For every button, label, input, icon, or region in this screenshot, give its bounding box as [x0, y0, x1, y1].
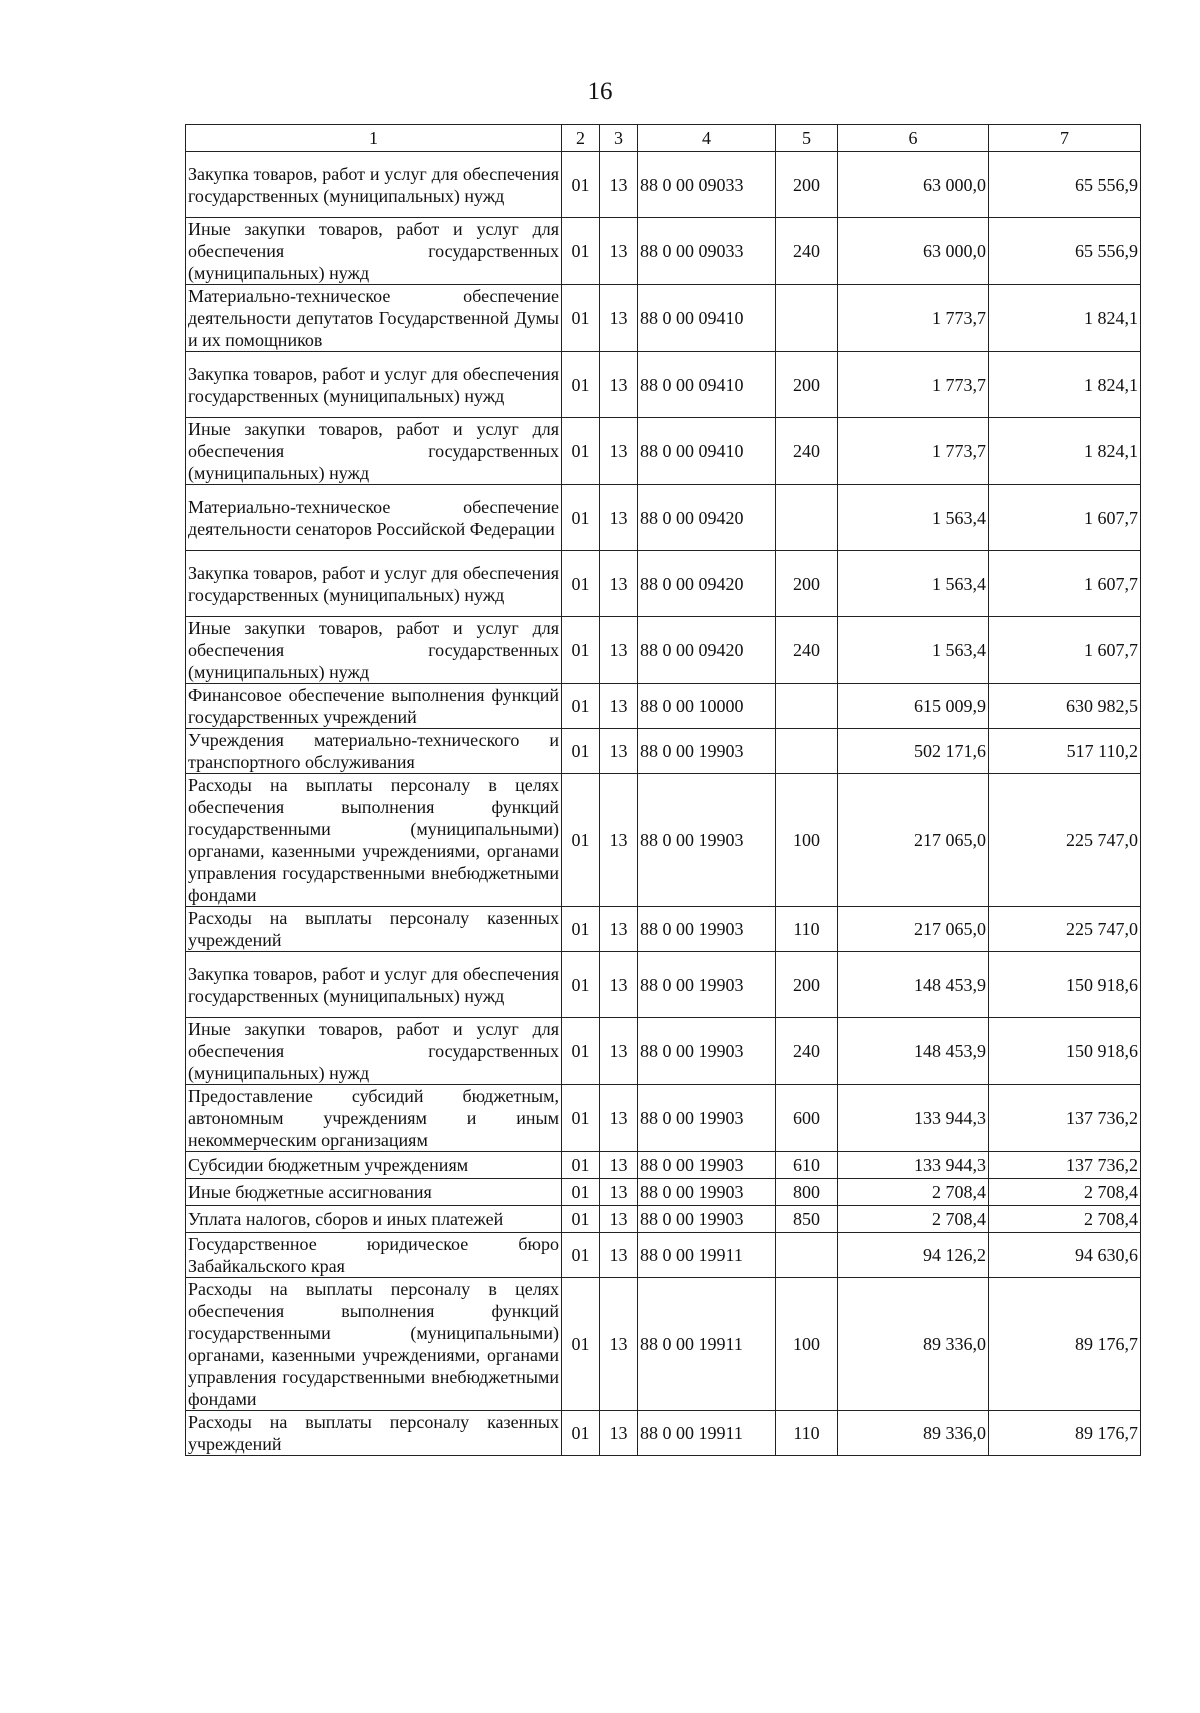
amount-year1-cell: 502 171,6 — [838, 729, 989, 774]
amount-year2-cell: 65 556,9 — [989, 152, 1141, 218]
header-cell: 4 — [638, 125, 776, 152]
expense-type-cell — [776, 1233, 838, 1278]
table-row — [186, 218, 1141, 285]
subsection-code-cell: 13 — [600, 1179, 638, 1206]
target-article-cell: 88 0 00 19903 — [638, 1085, 776, 1152]
subsection-code-cell: 13 — [600, 418, 638, 485]
table-row — [186, 1278, 1141, 1411]
table-row — [186, 1152, 1141, 1179]
subsection-code-cell: 13 — [600, 952, 638, 1018]
subsection-code-cell: 13 — [600, 1152, 638, 1179]
target-article-cell: 88 0 00 09420 — [638, 617, 776, 684]
section-code-cell: 01 — [562, 684, 600, 729]
target-article-cell: 88 0 00 19903 — [638, 907, 776, 952]
table-row — [186, 1179, 1141, 1206]
expense-type-cell: 600 — [776, 1085, 838, 1152]
expense-type-cell: 200 — [776, 551, 838, 617]
subsection-code-cell: 13 — [600, 1278, 638, 1411]
subsection-code-cell: 13 — [600, 352, 638, 418]
amount-year2-cell: 517 110,2 — [989, 729, 1141, 774]
section-code-cell: 01 — [562, 617, 600, 684]
table-row — [186, 485, 1141, 551]
expense-name-cell: Иные закупки товаров, работ и услуг для обеспечения государственных (муниципальных) нужд — [186, 218, 562, 285]
header-cell: 6 — [838, 125, 989, 152]
target-article-cell: 88 0 00 10000 — [638, 684, 776, 729]
subsection-code-cell: 13 — [600, 1085, 638, 1152]
amount-year2-cell: 150 918,6 — [989, 952, 1141, 1018]
subsection-code-cell: 13 — [600, 1018, 638, 1085]
expense-name-cell: Уплата налогов, сборов и иных платежей — [186, 1206, 562, 1233]
subsection-code-cell: 13 — [600, 551, 638, 617]
expense-type-cell: 200 — [776, 152, 838, 218]
target-article-cell: 88 0 00 19911 — [638, 1233, 776, 1278]
target-article-cell: 88 0 00 19903 — [638, 774, 776, 907]
subsection-code-cell: 13 — [600, 218, 638, 285]
table-row — [186, 774, 1141, 907]
target-article-cell: 88 0 00 09420 — [638, 551, 776, 617]
amount-year2-cell: 1 607,7 — [989, 617, 1141, 684]
amount-year2-cell: 1 824,1 — [989, 418, 1141, 485]
expense-name-cell: Закупка товаров, работ и услуг для обеспечения государственных (муниципальных) нужд — [186, 152, 562, 218]
target-article-cell: 88 0 00 19911 — [638, 1411, 776, 1456]
expense-type-cell — [776, 285, 838, 352]
subsection-code-cell: 13 — [600, 617, 638, 684]
amount-year1-cell: 94 126,2 — [838, 1233, 989, 1278]
target-article-cell: 88 0 00 19903 — [638, 1206, 776, 1233]
expense-type-cell: 200 — [776, 352, 838, 418]
subsection-code-cell: 13 — [600, 729, 638, 774]
table-row — [186, 1018, 1141, 1085]
expense-name-cell: Иные закупки товаров, работ и услуг для обеспечения государственных (муниципальных) нужд — [186, 418, 562, 485]
amount-year2-cell: 1 607,7 — [989, 485, 1141, 551]
budget-table — [185, 124, 1141, 1456]
table-row — [186, 152, 1141, 218]
amount-year1-cell: 1 563,4 — [838, 485, 989, 551]
expense-name-cell: Государственное юридическое бюро Забайкальского края — [186, 1233, 562, 1278]
expense-name-cell: Закупка товаров, работ и услуг для обеспечения государственных (муниципальных) нужд — [186, 551, 562, 617]
section-code-cell: 01 — [562, 1085, 600, 1152]
expense-name-cell: Расходы на выплаты персоналу в целях обеспечения выполнения функций государственными (муниципальными) органами, казенными учреждениями, органами управления государственными внебюджетными фондами — [186, 774, 562, 907]
amount-year2-cell: 94 630,6 — [989, 1233, 1141, 1278]
expense-type-cell: 240 — [776, 418, 838, 485]
target-article-cell: 88 0 00 19903 — [638, 1152, 776, 1179]
amount-year1-cell: 217 065,0 — [838, 774, 989, 907]
expense-type-cell — [776, 485, 838, 551]
section-code-cell: 01 — [562, 285, 600, 352]
table-row — [186, 418, 1141, 485]
amount-year2-cell: 2 708,4 — [989, 1179, 1141, 1206]
section-code-cell: 01 — [562, 551, 600, 617]
table-row — [186, 551, 1141, 617]
section-code-cell: 01 — [562, 1206, 600, 1233]
expense-type-cell: 110 — [776, 907, 838, 952]
section-code-cell: 01 — [562, 1179, 600, 1206]
expense-type-cell: 240 — [776, 617, 838, 684]
section-code-cell: 01 — [562, 729, 600, 774]
header-row — [186, 125, 1141, 152]
amount-year2-cell: 150 918,6 — [989, 1018, 1141, 1085]
section-code-cell: 01 — [562, 418, 600, 485]
section-code-cell: 01 — [562, 352, 600, 418]
page-number: 16 — [587, 78, 613, 105]
expense-type-cell: 240 — [776, 1018, 838, 1085]
section-code-cell: 01 — [562, 952, 600, 1018]
section-code-cell: 01 — [562, 907, 600, 952]
subsection-code-cell: 13 — [600, 1233, 638, 1278]
section-code-cell: 01 — [562, 1278, 600, 1411]
amount-year2-cell: 137 736,2 — [989, 1152, 1141, 1179]
expense-type-cell: 610 — [776, 1152, 838, 1179]
section-code-cell: 01 — [562, 1152, 600, 1179]
amount-year1-cell: 148 453,9 — [838, 1018, 989, 1085]
table-row — [186, 352, 1141, 418]
table-row — [186, 907, 1141, 952]
section-code-cell: 01 — [562, 1233, 600, 1278]
subsection-code-cell: 13 — [600, 285, 638, 352]
table-row — [186, 729, 1141, 774]
expense-type-cell: 240 — [776, 218, 838, 285]
table-row — [186, 1085, 1141, 1152]
expense-name-cell: Учреждения материально-технического и транспортного обслуживания — [186, 729, 562, 774]
section-code-cell: 01 — [562, 152, 600, 218]
amount-year2-cell: 1 824,1 — [989, 285, 1141, 352]
header-cell: 7 — [989, 125, 1141, 152]
amount-year1-cell: 1 563,4 — [838, 551, 989, 617]
expense-type-cell — [776, 684, 838, 729]
amount-year1-cell: 133 944,3 — [838, 1152, 989, 1179]
target-article-cell: 88 0 00 09410 — [638, 352, 776, 418]
expense-name-cell: Предоставление субсидий бюджетным, автономным учреждениям и иным некоммерческим организациям — [186, 1085, 562, 1152]
target-article-cell: 88 0 00 19903 — [638, 729, 776, 774]
expense-name-cell: Субсидии бюджетным учреждениям — [186, 1152, 562, 1179]
amount-year1-cell: 615 009,9 — [838, 684, 989, 729]
expense-type-cell: 200 — [776, 952, 838, 1018]
subsection-code-cell: 13 — [600, 1411, 638, 1456]
target-article-cell: 88 0 00 09033 — [638, 218, 776, 285]
target-article-cell: 88 0 00 19903 — [638, 1018, 776, 1085]
header-cell: 5 — [776, 125, 838, 152]
header-cell: 1 — [186, 125, 562, 152]
target-article-cell: 88 0 00 09033 — [638, 152, 776, 218]
amount-year1-cell: 1 773,7 — [838, 285, 989, 352]
expense-name-cell: Материально-техническое обеспечение деятельности сенаторов Российской Федерации — [186, 485, 562, 551]
subsection-code-cell: 13 — [600, 1206, 638, 1233]
amount-year1-cell: 148 453,9 — [838, 952, 989, 1018]
amount-year1-cell: 89 336,0 — [838, 1411, 989, 1456]
table-row — [186, 952, 1141, 1018]
table-row — [186, 684, 1141, 729]
expense-name-cell: Иные бюджетные ассигнования — [186, 1179, 562, 1206]
section-code-cell: 01 — [562, 1411, 600, 1456]
header-cell: 3 — [600, 125, 638, 152]
table-row — [186, 617, 1141, 684]
expense-type-cell — [776, 729, 838, 774]
amount-year1-cell: 2 708,4 — [838, 1206, 989, 1233]
amount-year1-cell: 133 944,3 — [838, 1085, 989, 1152]
expense-name-cell: Расходы на выплаты персоналу казенных учреждений — [186, 907, 562, 952]
target-article-cell: 88 0 00 09410 — [638, 285, 776, 352]
section-code-cell: 01 — [562, 774, 600, 907]
section-code-cell: 01 — [562, 218, 600, 285]
expense-type-cell: 850 — [776, 1206, 838, 1233]
target-article-cell: 88 0 00 19903 — [638, 952, 776, 1018]
amount-year2-cell: 65 556,9 — [989, 218, 1141, 285]
expense-type-cell: 110 — [776, 1411, 838, 1456]
subsection-code-cell: 13 — [600, 152, 638, 218]
expense-type-cell: 100 — [776, 774, 838, 907]
target-article-cell: 88 0 00 19903 — [638, 1179, 776, 1206]
table-row — [186, 1206, 1141, 1233]
subsection-code-cell: 13 — [600, 485, 638, 551]
amount-year2-cell: 225 747,0 — [989, 907, 1141, 952]
expense-name-cell: Закупка товаров, работ и услуг для обеспечения государственных (муниципальных) нужд — [186, 952, 562, 1018]
expense-name-cell: Расходы на выплаты персоналу в целях обеспечения выполнения функций государственными (муниципальными) органами, казенными учреждениями, органами управления государственными внебюджетными фондами — [186, 1278, 562, 1411]
amount-year2-cell: 137 736,2 — [989, 1085, 1141, 1152]
amount-year2-cell: 1 607,7 — [989, 551, 1141, 617]
section-code-cell: 01 — [562, 1018, 600, 1085]
amount-year2-cell: 1 824,1 — [989, 352, 1141, 418]
amount-year1-cell: 1 563,4 — [838, 617, 989, 684]
amount-year2-cell: 630 982,5 — [989, 684, 1141, 729]
header-cell: 2 — [562, 125, 600, 152]
amount-year1-cell: 2 708,4 — [838, 1179, 989, 1206]
table-row — [186, 285, 1141, 352]
amount-year1-cell: 217 065,0 — [838, 907, 989, 952]
amount-year2-cell: 89 176,7 — [989, 1278, 1141, 1411]
target-article-cell: 88 0 00 09410 — [638, 418, 776, 485]
amount-year2-cell: 2 708,4 — [989, 1206, 1141, 1233]
table-row — [186, 1233, 1141, 1278]
expense-name-cell: Иные закупки товаров, работ и услуг для обеспечения государственных (муниципальных) нужд — [186, 617, 562, 684]
target-article-cell: 88 0 00 19911 — [638, 1278, 776, 1411]
amount-year1-cell: 1 773,7 — [838, 352, 989, 418]
amount-year1-cell: 63 000,0 — [838, 152, 989, 218]
amount-year2-cell: 225 747,0 — [989, 774, 1141, 907]
amount-year1-cell: 63 000,0 — [838, 218, 989, 285]
subsection-code-cell: 13 — [600, 684, 638, 729]
amount-year2-cell: 89 176,7 — [989, 1411, 1141, 1456]
expense-type-cell: 100 — [776, 1278, 838, 1411]
expense-name-cell: Финансовое обеспечение выполнения функций государственных учреждений — [186, 684, 562, 729]
expense-name-cell: Материально-техническое обеспечение деятельности депутатов Государственной Думы и их помощников — [186, 285, 562, 352]
expense-name-cell: Закупка товаров, работ и услуг для обеспечения государственных (муниципальных) нужд — [186, 352, 562, 418]
amount-year1-cell: 89 336,0 — [838, 1278, 989, 1411]
subsection-code-cell: 13 — [600, 907, 638, 952]
table-row — [186, 1411, 1141, 1456]
subsection-code-cell: 13 — [600, 774, 638, 907]
expense-type-cell: 800 — [776, 1179, 838, 1206]
expense-name-cell: Расходы на выплаты персоналу казенных учреждений — [186, 1411, 562, 1456]
amount-year1-cell: 1 773,7 — [838, 418, 989, 485]
target-article-cell: 88 0 00 09420 — [638, 485, 776, 551]
expense-name-cell: Иные закупки товаров, работ и услуг для обеспечения государственных (муниципальных) нужд — [186, 1018, 562, 1085]
section-code-cell: 01 — [562, 485, 600, 551]
